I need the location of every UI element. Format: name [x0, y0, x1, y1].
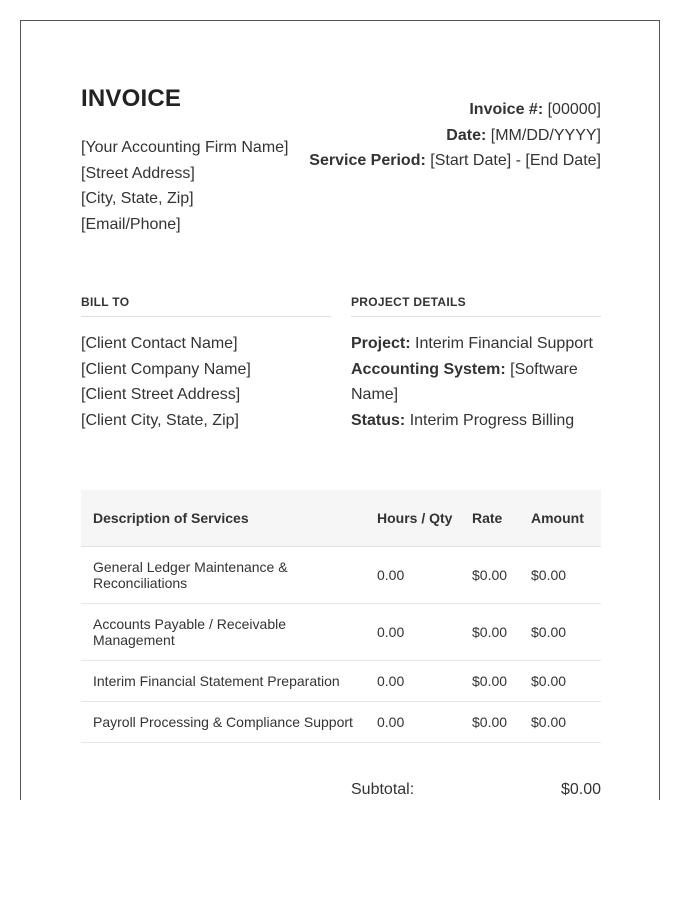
col-header-description: Description of Services — [81, 490, 371, 547]
service-period-label: Service Period: — [309, 152, 426, 169]
table-row — [81, 702, 601, 743]
status-label: Status: — [351, 411, 406, 429]
invoice-date-line — [309, 123, 601, 149]
bill-to-heading: BILL TO — [81, 295, 331, 317]
row-rate: $0.00 — [466, 661, 525, 702]
col-header-amount: Amount — [525, 490, 601, 547]
table-header-row — [81, 490, 601, 547]
firm-contact: [Email/Phone] — [81, 215, 181, 233]
invoice-date-value: [MM/DD/YYYY] — [490, 126, 601, 144]
firm-name: [Your Accounting Firm Name] — [81, 139, 289, 156]
client-street: [Client Street Address] — [81, 386, 241, 403]
row-rate: $0.00 — [466, 702, 525, 743]
col-header-rate: Rate — [466, 490, 525, 547]
status-value: Interim Progress Billing — [409, 411, 575, 429]
accounting-system-label: Accounting System: — [351, 360, 506, 378]
row-rate: $0.00 — [466, 604, 525, 661]
invoice-date-label: Date: — [446, 126, 487, 144]
client-contact: [Client Contact Name] — [81, 335, 238, 352]
row-hours: 0.00 — [371, 547, 466, 604]
subtotal-label: Subtotal: — [351, 781, 415, 798]
row-hours: 0.00 — [371, 661, 466, 702]
project-details-block — [351, 331, 601, 433]
row-description: Payroll Processing & Compliance Support — [81, 702, 371, 743]
firm-address-block — [81, 135, 289, 237]
invoice-number-value: [00000] — [547, 101, 601, 118]
service-period-line — [309, 148, 601, 174]
client-company: [Client Company Name] — [81, 360, 251, 378]
row-description: Accounts Payable / Receivable Management — [81, 604, 371, 661]
row-description: General Ledger Maintenance & Reconciliations — [81, 547, 371, 604]
table-row — [81, 661, 601, 702]
subtotal-value: $0.00 — [560, 781, 601, 798]
row-rate: $0.00 — [466, 547, 525, 604]
status-line — [351, 408, 601, 434]
project-value: Interim Financial Support — [415, 335, 593, 352]
table-row — [81, 604, 601, 661]
service-period-value: [Start Date] - [End Date] — [430, 152, 601, 169]
invoice-number-line — [309, 97, 601, 123]
accounting-system-value: [Software Name] — [351, 360, 578, 403]
row-hours: 0.00 — [371, 702, 466, 743]
firm-street: [Street Address] — [81, 164, 195, 182]
bill-to-block — [81, 331, 251, 433]
row-amount: $0.00 — [525, 661, 601, 702]
services-table — [81, 490, 601, 743]
project-line — [351, 331, 601, 357]
row-amount: $0.00 — [525, 604, 601, 661]
col-header-hours: Hours / Qty — [371, 490, 466, 547]
invoice-number-label: Invoice #: — [469, 101, 544, 118]
firm-city: [City, State, Zip] — [81, 190, 194, 207]
invoice-meta-block — [309, 97, 601, 174]
row-amount: $0.00 — [525, 702, 601, 743]
client-city: [Client City, State, Zip] — [81, 411, 239, 429]
accounting-system-line — [351, 357, 601, 408]
invoice-title: INVOICE — [81, 85, 182, 112]
project-details-heading: PROJECT DETAILS — [351, 295, 601, 317]
table-row — [81, 547, 601, 604]
row-hours: 0.00 — [371, 604, 466, 661]
row-amount: $0.00 — [525, 547, 601, 604]
invoice-page — [20, 20, 660, 800]
row-description: Interim Financial Statement Preparation — [81, 661, 371, 702]
project-label: Project: — [351, 335, 411, 352]
